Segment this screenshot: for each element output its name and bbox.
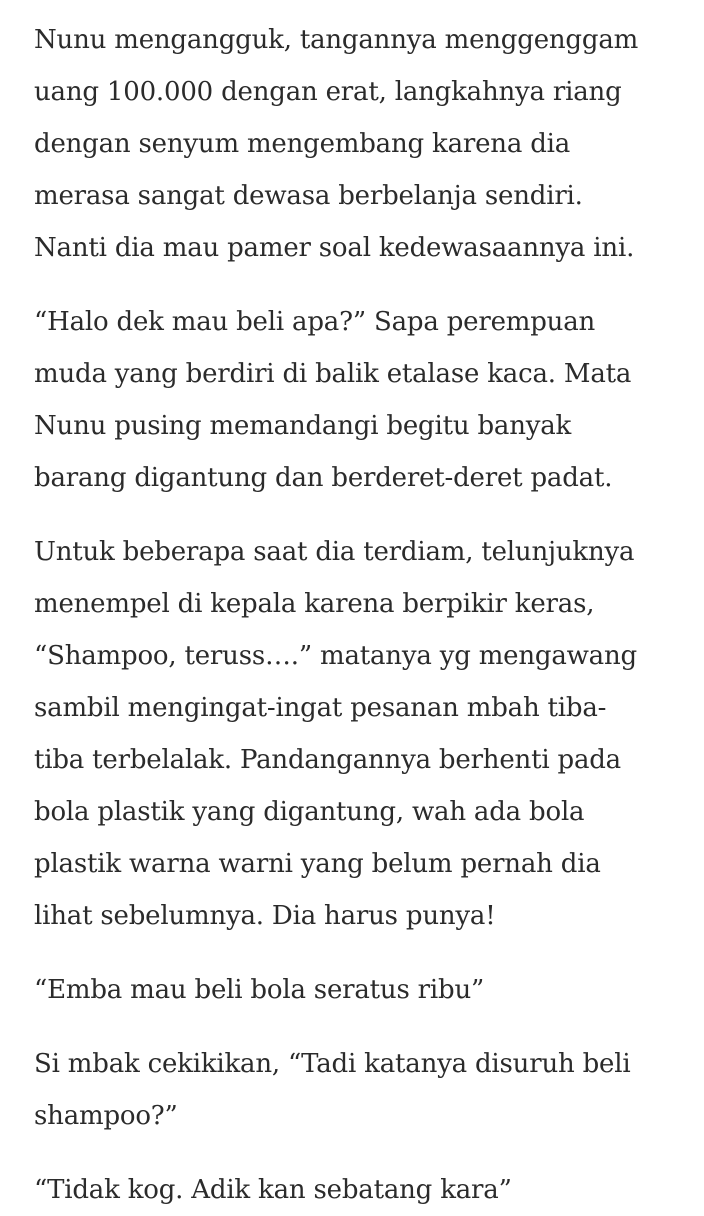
text-line: “Tidak kog. Adik kan sebatang kara” [34,1175,512,1205]
text-line: “Emba mau beli bola seratus ribu” [34,975,485,1005]
paragraph-2 [34,296,670,504]
text-line: merasa sangat dewasa berbelanja sendiri. [34,181,583,211]
text-line: plastik warna warni yang belum pernah dia [34,849,601,879]
paragraph-3 [34,526,670,942]
paragraph-5 [34,1038,670,1142]
text-line: bola plastik yang digantung, wah ada bola [34,797,585,827]
text-line: lihat sebelumnya. Dia harus punya! [34,901,496,931]
text-line: Nunu mengangguk, tangannya menggenggam [34,25,639,55]
text-line: Nunu pusing memandangi begitu banyak [34,411,572,441]
text-line: “Shampoo, teruss….” matanya yg mengawang [34,641,637,671]
paragraph-6 [34,1164,670,1216]
text-line: uang 100.000 dengan erat, langkahnya riang [34,77,622,107]
text-line: menempel di kepala karena berpikir keras, [34,589,595,619]
text-line: shampoo?” [34,1101,178,1131]
text-line: muda yang berdiri di balik etalase kaca. Mata [34,359,632,389]
text-line: tiba terbelalak. Pandangannya berhenti pada [34,745,621,775]
text-line: barang digantung dan berderet-deret padat. [34,463,613,493]
paragraph-1 [34,14,670,274]
paragraph-4 [34,964,670,1016]
text-line: dengan senyum mengembang karena dia [34,129,571,159]
text-line: Nanti dia mau pamer soal kedewasaannya ini. [34,233,635,263]
text-line: Untuk beberapa saat dia terdiam, telunjuknya [34,537,635,567]
text-line: Si mbak cekikikan, “Tadi katanya disuruh beli [34,1049,631,1079]
text-line: sambil mengingat-ingat pesanan mbah tiba- [34,693,607,723]
text-line: “Halo dek mau beli apa?” Sapa perempuan [34,307,596,337]
